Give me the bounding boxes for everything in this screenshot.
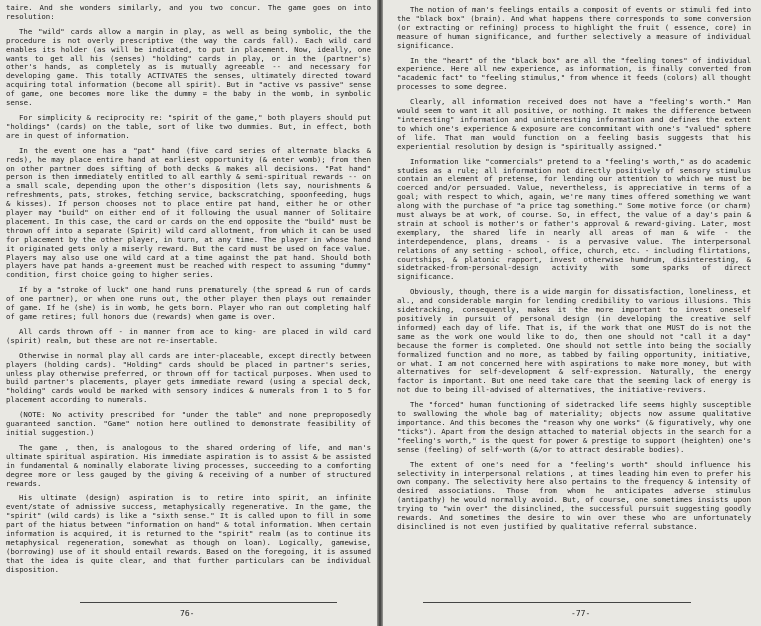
left-page-text (6, 4, 371, 575)
paragraph: In the event one has a "pat" hand (five card series of alternate blacks & reds), he may place entire hand at earliest opportunity (& enter womb); from then on other partner does sifting of both decks & makes all decisions. "Pat hand" person is then immediately entitled to all earthly & semi-spiritual rewards -- on a small scale, depending upon the other's disposition (lets say, nourishments & refreshments, pats, strokes, fetching service, backscratching, spoonfeeding, hugs & kisses). If person chooses not to place entire pat hand, either he or other player may "build" on either end of it following the usual manner of Solitaire placement. In this case, the card or cards on the end opposite the "build" must be thrown off into a separate (Spirit) wild card allotment, from which it can be used for placement by the other player, in turn, at any time. The player in whose hand it originated gets only a miserly reward. But the card must be used on face value. Players may also use one wild card at a time against the pat hand. Should both players have pat hands a-greement must be reached with respect to assuming "dummy" condition, first choice going to higher series. (6, 145, 371, 280)
paragraph: In the "heart" of the "black box" are all the "feeling tones" of individual experience. Here all new experience, as information, is finally converted from "academic fact" to "feeling stimulus," from whence it feeds (colors) all thought processes to some degree. (397, 55, 751, 92)
paragraph: taire. And she wonders similarly, and you two concur. The game goes on into resolution: (6, 3, 371, 21)
paragraph: The "wild" cards allow a margin in play, as well as being symbolic, the the procedure is not overly prescriptive (the way the cards fall). Each wild card enables its holder (as will be indicated, to put in placement. Now, ideally, one wants to get all his (senses) "holding" cards in play, or in the (partner's) other's hands, as completely as is mutually agreeable -- and necessary for developing game. This totally ACTIVATES the senses, ultimately directed toward acquiring total information (become all spirit). But in "active vs passive" sense of game, one becomes more like the dummy = the baby in the womb, in symbolic sense. (6, 26, 371, 108)
paragraph: For simplicity & reciprocity re: "spirit of the game," both players should put "holdings" (cards) on the table, sort of like two dummies. But, in effect, both are in quest of information. (6, 112, 371, 140)
paragraph: (NOTE: No activity prescribed for "under the table" and none preproposedly guaranteed sanction. "Game" notion here outlined to demonstrate feasibility of initial suggestion.) (6, 410, 371, 437)
paragraph: His ultimate (design) aspiration is to retire into spirit, an infinite event/state of admissive success, metaphysically regenerative. In the game, the "spirit" (wild cards) is like a "sixth sense." It is called upon to fill in some part of the hiatus between "information on hand" & total information. When certain information is acquired, it is returned to the "spirit" realm (as to continue its metaphysical regeneration, somewhat as though on loan). Logically, gamewise, (borrowing) use of it should entail rewards. Based on the foregoing, it is assumed that the idea is quite clear, and that further particulars can be individual disposition. (6, 493, 371, 574)
paragraph: Otherwise in normal play all cards are inter-placeable, except directly between players (holding cards). "Holding" cards should be placed in partner's series, unless play otherwise preferred, or thrown off for tactical purposes. When used to build partner's placements, player gets immediate reward (using a special deck, "holding" cards would be marked with sensory indices & numerals from 1 to 5 for placement according to numerals. (6, 350, 371, 405)
right-page (383, 0, 761, 626)
right-page-text (397, 6, 751, 532)
paragraph: Clearly, all information received does not have a "feeling's worth." Man would seem to want it all positive, or nothing. It makes the difference between "interesting" information and uninteresting information and defines the extent to which one's experience & exposure are concommitant with one's "valued" sphere of life. That man would function on a feeling basis suggests that his experiential resolution by design is "spiritually assigned." (397, 97, 751, 151)
paragraph: The game , then, is analogous to the shared ordering of life, and man's ultimate spiritual aspiration. His immediate aspiration is to assist & be assisted in fundamental & nominally elaborate living processes, succeeding to a comforting degree more or less gauged by the giving & receiving of a number of structured rewards. (6, 442, 371, 488)
paragraph: The notion of man's feelings entails a composit of events or stimuli fed into the "black box" (brain). And what happens there corresponds to some conversion (or extracting or refining) process to highlight the fruit ( essence, core) in measure of human significance, and further selectively a measure of individual significance. (397, 5, 751, 50)
page-number: -77- (571, 609, 591, 618)
paragraph: Information like "commercials" pretend to a "feeling's worth," as do academic studies as a rule; all information not directly positively of sensory stimulus contain an element of pretense, for lending our attention to which we must be coerced and/or persuaded. Value, nevertheless, is appreciative in terms of a goal; with respect to which, again, we're many times offered something we want along with the purchase of "a price tag something." Some motive force (or charm) must always be at work, of course. So, in effect, the value of a day's pain & strain at school is mother's or father's approval & reward-giving. Later, most exemplary, the shared life in nearly all areas of man & wife - the interdependence, plans, dreams - is a pervasive value. The interpersonal relations of any setting - school, office, church, etc. - including flirtations, courtships, & platonic rapport, invest otherwise humdrum, disinteresting, & sidetracked-from-personal-design activity with some sparks of direct significance. (397, 156, 751, 282)
footer-rule (423, 602, 691, 603)
page-number: 76- (180, 609, 195, 618)
paragraph: If by a "stroke of luck" one hand runs prematurely (the spread & run of cards of one partner), or when one runs out, the other player then plays out remainder of game. If he (she) is in womb, he gets born. Player who ran out completing half of game retires; full honors due (rewards) when game is over. (6, 285, 371, 321)
paragraph: The extent of one's need for a "feeling's worth" should influence his selectivity in interpersonal relations , at times leading him even to prefer his own company. The selectivity here also pertains to the frequency & intensity of desired associations. Those from whom he anticipates adverse stimulus (antipathy) he would normally avoid. But, of course, one sometimes insists upon trying to "win over" the disinclined, the successful pursuit suggesting goodly rewards. And sometimes the desire to win over these who are unfortunately disinclined is not even justified by qualitative referral substance. (397, 459, 751, 531)
paragraph: The "forced" human functioning of sidetracked life seems highly susceptible to swallowing the whole bag of materiality; objects now assume qualitative importance. And this becomes the "reason why one works" (& figuratively, why one "ticks"). Apart from the design attached to material objects in the search for a "feeling's worth," is the quest for power & prestige to support (heighten) one's sense (feeling) of self-worth (&/or to attract desirable bodies). (397, 400, 751, 454)
left-page (0, 0, 377, 626)
paragraph: All cards thrown off - in manner from ace to king- are placed in wild card (spirit) realm, but these are not re-insertable. (6, 326, 371, 345)
footer-rule (80, 602, 337, 603)
paragraph: Obviously, though, there is a wide margin for dissatisfaction, loneliness, et al., and considerable margin for lending credibility to various illusions. This sidetracking, consequently, makes it the more important to invest oneself positively in pursuit of personal design (in developing the creative self informed) each day of life. That is, if the work that one MUST do is not the same as the work one would like to do, then one should not "call it a day" because the former is completed. One should not settle into being the socially formalized function and no more, as tabbed by failing opportunity, initiative, or what. I am not concerned here with aspirations to make more money, but with alternatives for self-development & self-expression. Naturally, the energy factor is important. But one need take care that the seeming lack of energy is not due to being ill-advised of alternatives, the initiative-revivers. (397, 287, 751, 395)
